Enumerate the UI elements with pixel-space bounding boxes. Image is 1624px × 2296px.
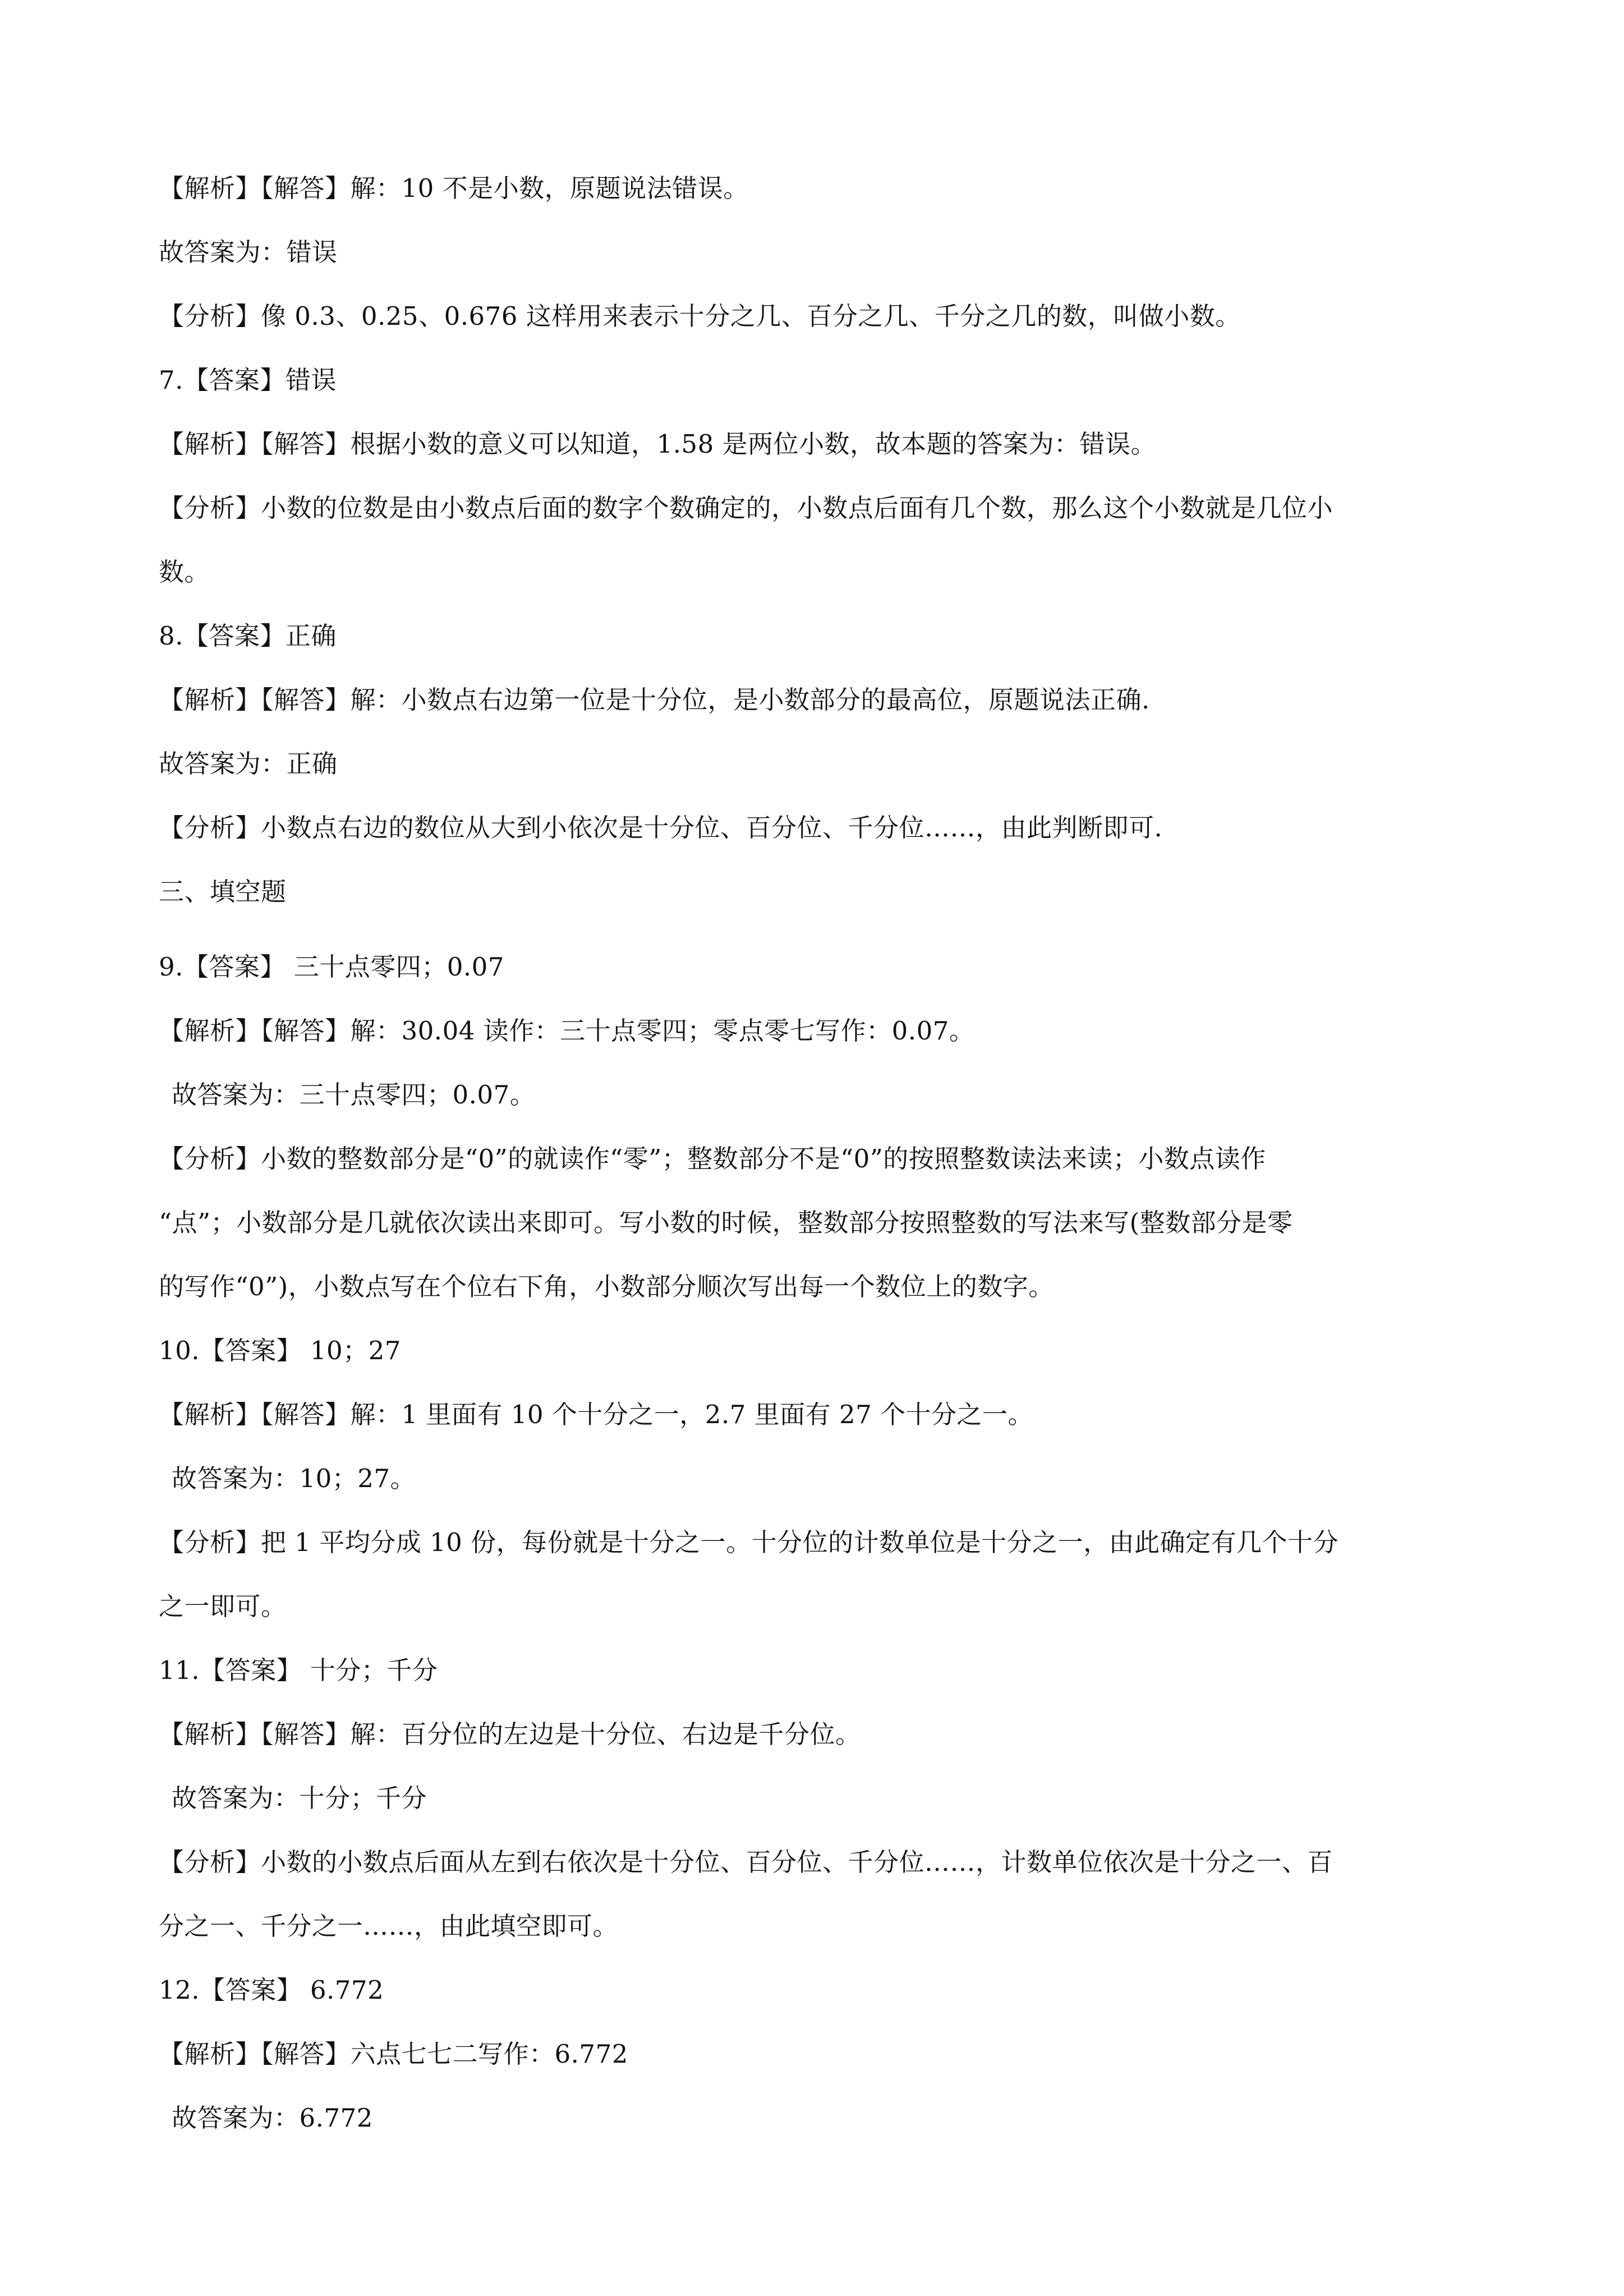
text-line: 【解析】【解答】解：小数点右边第一位是十分位，是小数部分的最高位，原题说法正确.	[159, 685, 1150, 715]
question-answer-line: 9.【答案】 三十点零四；0.07	[159, 952, 504, 982]
text-line: 故答案为：6.772	[172, 2103, 373, 2133]
text-line: 故答案为：10；27。	[172, 1464, 416, 1493]
text-line: 故答案为：十分；千分	[172, 1783, 427, 1813]
text-line: 【解析】【解答】解：10 不是小数，原题说法错误。	[159, 173, 749, 203]
text-line: 【解析】【解答】解：百分位的左边是十分位、右边是千分位。	[159, 1719, 861, 1749]
text-line: 的写作“0”)，小数点写在个位右下角，小数部分顺次写出每一个数位上的数字。	[159, 1272, 1054, 1301]
text-line: 【分析】小数的小数点后面从左到右依次是十分位、百分位、千分位……，计数单位依次是十分之一、百	[159, 1847, 1333, 1877]
text-line: 数。	[159, 557, 210, 587]
text-line: 故答案为：三十点零四；0.07。	[172, 1080, 536, 1110]
text-line: 【分析】小数点右边的数位从大到小依次是十分位、百分位、千分位……，由此判断即可.	[159, 813, 1163, 843]
question-answer-line: 12.【答案】 6.772	[159, 1975, 384, 2005]
text-line: 故答案为：错误	[159, 237, 338, 267]
text-line: 故答案为：正确	[159, 749, 338, 779]
text-line: 【分析】把 1 平均分成 10 份，每份就是十分之一。十分位的计数单位是十分之一，由此确定有几个十分	[159, 1527, 1339, 1557]
text-line: 之一即可。	[159, 1591, 287, 1621]
question-answer-line: 11.【答案】 十分；千分	[159, 1655, 438, 1685]
section-heading: 三、填空题	[159, 877, 287, 907]
text-line: 【分析】小数的位数是由小数点后面的数字个数确定的，小数点后面有几个数，那么这个小数就是几位小	[159, 493, 1333, 523]
text-line: “点”；小数部分是几就依次读出来即可。写小数的时候，整数部分按照整数的写法来写(整数部分是零	[159, 1208, 1293, 1237]
text-line: 【解析】【解答】六点七七二写作：6.772	[159, 2039, 628, 2069]
text-line: 分之一、千分之一……，由此填空即可。	[159, 1911, 619, 1941]
text-line: 【解析】【解答】根据小数的意义可以知道，1.58 是两位小数，故本题的答案为：错误。	[159, 429, 1157, 459]
text-line: 【分析】像 0.3、0.25、0.676 这样用来表示十分之几、百分之几、千分之几的数，叫做小数。	[159, 301, 1241, 331]
question-answer-line: 7.【答案】错误	[159, 365, 337, 395]
text-line: 【解析】【解答】解：30.04 读作：三十点零四；零点零七写作：0.07。	[159, 1016, 975, 1046]
question-answer-line: 8.【答案】正确	[159, 621, 337, 651]
question-answer-line: 10.【答案】 10；27	[159, 1336, 401, 1365]
text-line: 【解析】【解答】解：1 里面有 10 个十分之一，2.7 里面有 27 个十分之一。	[159, 1400, 1034, 1429]
text-line: 【分析】小数的整数部分是“0”的就读作“零”；整数部分不是“0”的按照整数读法来读；小数点读作	[159, 1144, 1266, 1174]
